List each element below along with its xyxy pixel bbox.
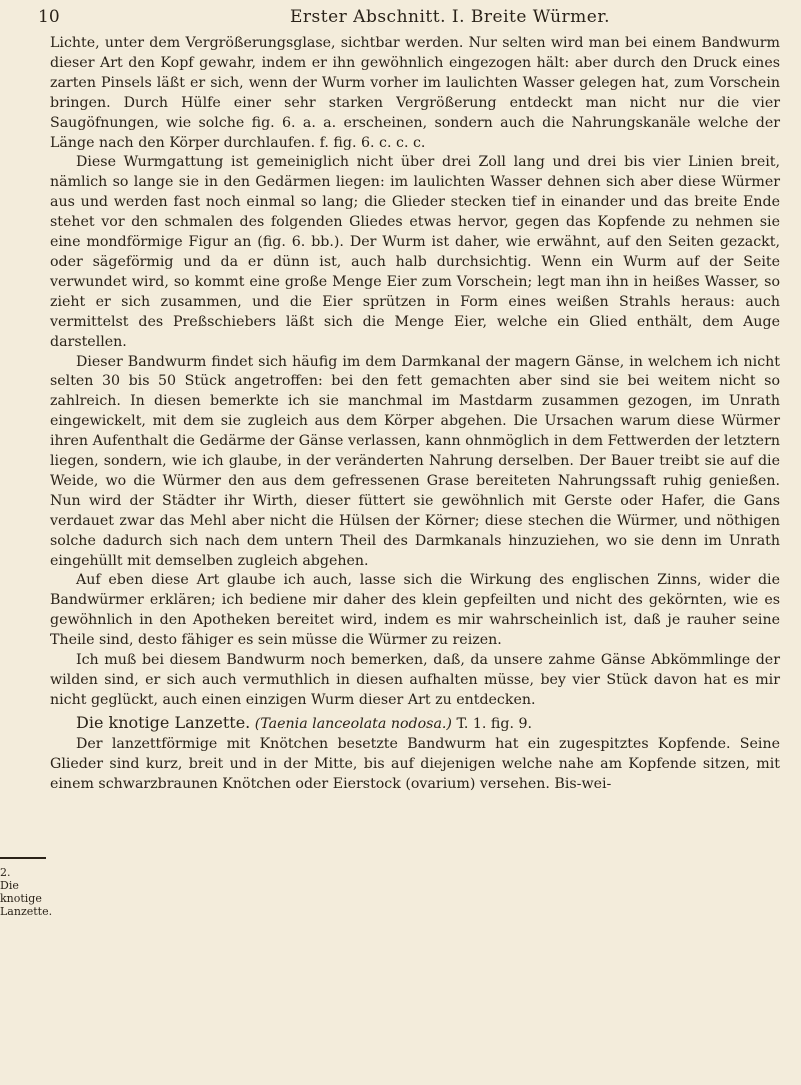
paragraph: Auf eben diese Art glaube ich auch, lasse sich die Wirkung des englischen Zinns, wider die Bandwürmer erklären; ich bediene mir daher des klein gepfeilten und nicht des gekörnten, wie es gewöhnlich in den Apotheken bereitet wird, indem es mir wahrscheinlich ist, daß je rauher seine Theile sind, desto fähiger es sein müsse die Würmer zu reizen. bbox=[50, 572, 780, 649]
paragraph: Dieser Bandwurm findet sich häufig im dem Darmkanal der magern Gänse, in welchem ich nicht selten 30 bis 50 Stück angetroffen: bei den fett gemachten aber sind sie bei weitem nicht so zahlreich. In diesen bemerkte ich sie manchmal im Mastdarm zusammen gezogen, im Unrath eingewickelt, mit dem sie zugleich aus dem Körper abgehen. Die Ursachen warum diese Würmer ihren Aufenthalt die Gedärme der Gänse verlassen, kann ohnmöglich in dem Fettwerden der letztern liegen, sondern, wie ich glaube, in der veränderten Nahrung derselben. Der Bauer treibt sie auf die Weide, wo die Würmer den aus dem gefressenen Grase bereiteten Nahrungssaft ruhig genießen. Nun wird der Städter ihr Wirth, dieser füttert sie gewöhnlich mit Gerste oder Hafer, die Gans verdauet zwar das Mehl aber nicht die Hülsen der Körner; diese stechen die Würmer, und nöthigen solche dadurch sich nach dem untern Theil des Darmkanals hinzuziehen, wo sie denn im Unrath eingehüllt mit demselben zugleich abgehen. bbox=[50, 353, 780, 569]
paragraph: Diese Wurmgattung ist gemeiniglich nicht über drei Zoll lang und drei bis vier Linien breit, nämlich so lange sie in den Gedärmen liegen: im laulichten Wasser dehnen sich aber diese Würmer aus und werden fast noch einmal so lang; die Glieder stecken tief in einander und das breite Ende stehet vor den schmalen des folgenden Gliedes etwas hervor, gegen das Kopfende zu nehmen sie eine mondförmige Figur an (fig. 6. bb.). Der Wurm ist daher, wie erwähnt, auf den Seiten gezackt, oder sägeförmig und da er dünn ist, auch halb durchsichtig. Wenn ein Wurm auf der Seite verwundet wird, so kommt eine große Menge Eier zum Vorschein; legt man ihn in heißes Wasser, so zieht er sich zusammen, und die Eier sprützen in Form eines weißen Strahls heraus: auch vermittelst des Preßschiebers läßt sich die Menge Eier, welche ein Glied enthält, dem Auge darstellen. bbox=[50, 154, 780, 350]
page-header bbox=[20, 4, 780, 30]
section-latin-name: (Taenia lanceolata nodosa.) bbox=[254, 715, 452, 732]
paragraph: Ich muß bei diesem Bandwurm noch bemerken, daß, da unsere zahme Gänse Abkömmlinge der wilden sind, er sich auch vermuthlich in diesen aufhalten müsse, bey vier Stück davon hat es mir nicht geglückt, auch einen einzigen Wurm dieser Art zu entdecken. bbox=[50, 652, 780, 708]
margin-note bbox=[0, 866, 53, 918]
page-number: 10 bbox=[38, 7, 60, 27]
main-text bbox=[50, 34, 780, 794]
margin-note-line: Lanzette. bbox=[0, 905, 53, 918]
section-heading bbox=[50, 713, 780, 735]
running-head: Erster Abschnitt. I. Breite Würmer. bbox=[289, 7, 611, 27]
margin-note-number: 2. bbox=[0, 866, 11, 879]
section-paragraph: Der lanzettförmige mit Knötchen besetzte Bandwurm hat ein zugespitztes Kopfende. Seine Glieder sind kurz, breit und in der Mitte, bis auf diejenigen welche nahe am Kopfende sitzen, mit einem schwarzbraunen Knötchen oder Eierstock (ovarium) versehen. Bis-wei- bbox=[50, 735, 780, 792]
margin-note-line: Die knotige bbox=[0, 879, 42, 905]
section-title: Die knotige Lanzette. bbox=[76, 712, 251, 732]
margin-rule bbox=[0, 857, 46, 859]
paragraph: Lichte, unter dem Vergrößerungsglase, sichtbar werden. Nur selten wird man bei einem Bandwurm dieser Art den Kopf gewahr, indem er ihn gewöhnlich eingezogen hält: aber durch den Druck eines zarten Pinsels läßt er sich, wenn der Wurm vorher im laulichten Wasser gelegen hat, zum Vorschein bringen. Durch Hülfe einer sehr starken Vergrößerung entdeckt man nicht nur die vier Saugöfnungen, wie solche fig. 6. a. a. erscheinen, sondern auch die Nahrungskanäle welche der Länge nach den Körper durchlaufen. f. fig. 6. c. c. c. bbox=[50, 35, 780, 151]
figure-reference: T. 1. fig. 9. bbox=[456, 715, 533, 732]
